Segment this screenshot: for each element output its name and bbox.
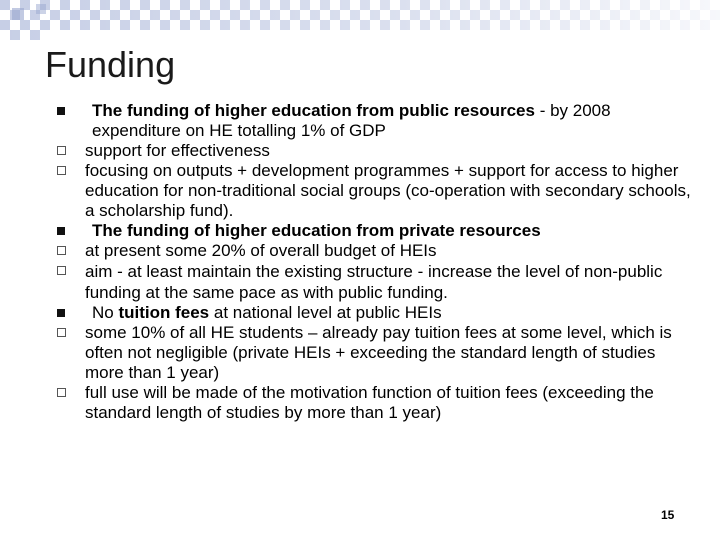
hollow-square-bullet-icon (57, 388, 66, 397)
sub-bullet-text: focusing on outputs + development programmes + support for access to higher education for non-traditional social groups (co-operation with secondary schools, a scholarship fund). (85, 161, 691, 220)
sub-bullet-students-pay (56, 323, 696, 383)
public-funding-detail: - by 2008 expenditure on HE totalling 1% of GDP (92, 101, 611, 140)
sub-bullet-aim (56, 261, 696, 303)
sub-bullet-motivation (56, 383, 696, 423)
sub-bullet-text: support for effectiveness (85, 141, 270, 160)
page-number: 15 (661, 508, 675, 522)
checkered-header-decoration (0, 0, 720, 40)
tuition-fees-suffix: at national level at public HEIs (209, 303, 442, 322)
hollow-square-bullet-icon (57, 146, 66, 155)
public-funding-heading: The funding of higher education from public resources (92, 101, 535, 120)
slide-content (56, 101, 696, 423)
bullet-tuition-fees (56, 303, 696, 323)
square-bullet-icon (57, 107, 65, 115)
hollow-square-bullet-icon (57, 166, 66, 175)
bullet-public-funding (56, 101, 696, 141)
sub-bullet-text: aim - at least maintain the existing structure - increase the level of non-public funding at the same pace as with public funding. (85, 262, 663, 302)
sub-bullet-present-share (56, 241, 696, 261)
hollow-square-bullet-icon (57, 328, 66, 337)
hollow-square-bullet-icon (57, 266, 66, 275)
sub-bullet-text: at present some 20% of overall budget of HEIs (85, 241, 437, 260)
square-bullet-icon (57, 227, 65, 235)
sub-bullet-text: full use will be made of the motivation function of tuition fees (exceeding the standard length of studies by more than 1 year) (85, 383, 654, 422)
sub-bullet-outputs (56, 161, 696, 221)
private-funding-heading: The funding of higher education from private resources (92, 221, 541, 240)
tuition-fees-bold: tuition fees (118, 303, 210, 322)
sub-bullet-text: some 10% of all HE students – already pay tuition fees at some level, which is often not negligible (private HEIs + exceeding the standard length of studies more than 1 year) (85, 323, 672, 382)
slide-title: Funding (45, 44, 176, 85)
bullet-private-funding (56, 221, 696, 241)
sub-bullet-effectiveness (56, 141, 696, 161)
hollow-square-bullet-icon (57, 246, 66, 255)
tuition-fees-prefix: No (92, 303, 119, 322)
square-bullet-icon (57, 309, 65, 317)
